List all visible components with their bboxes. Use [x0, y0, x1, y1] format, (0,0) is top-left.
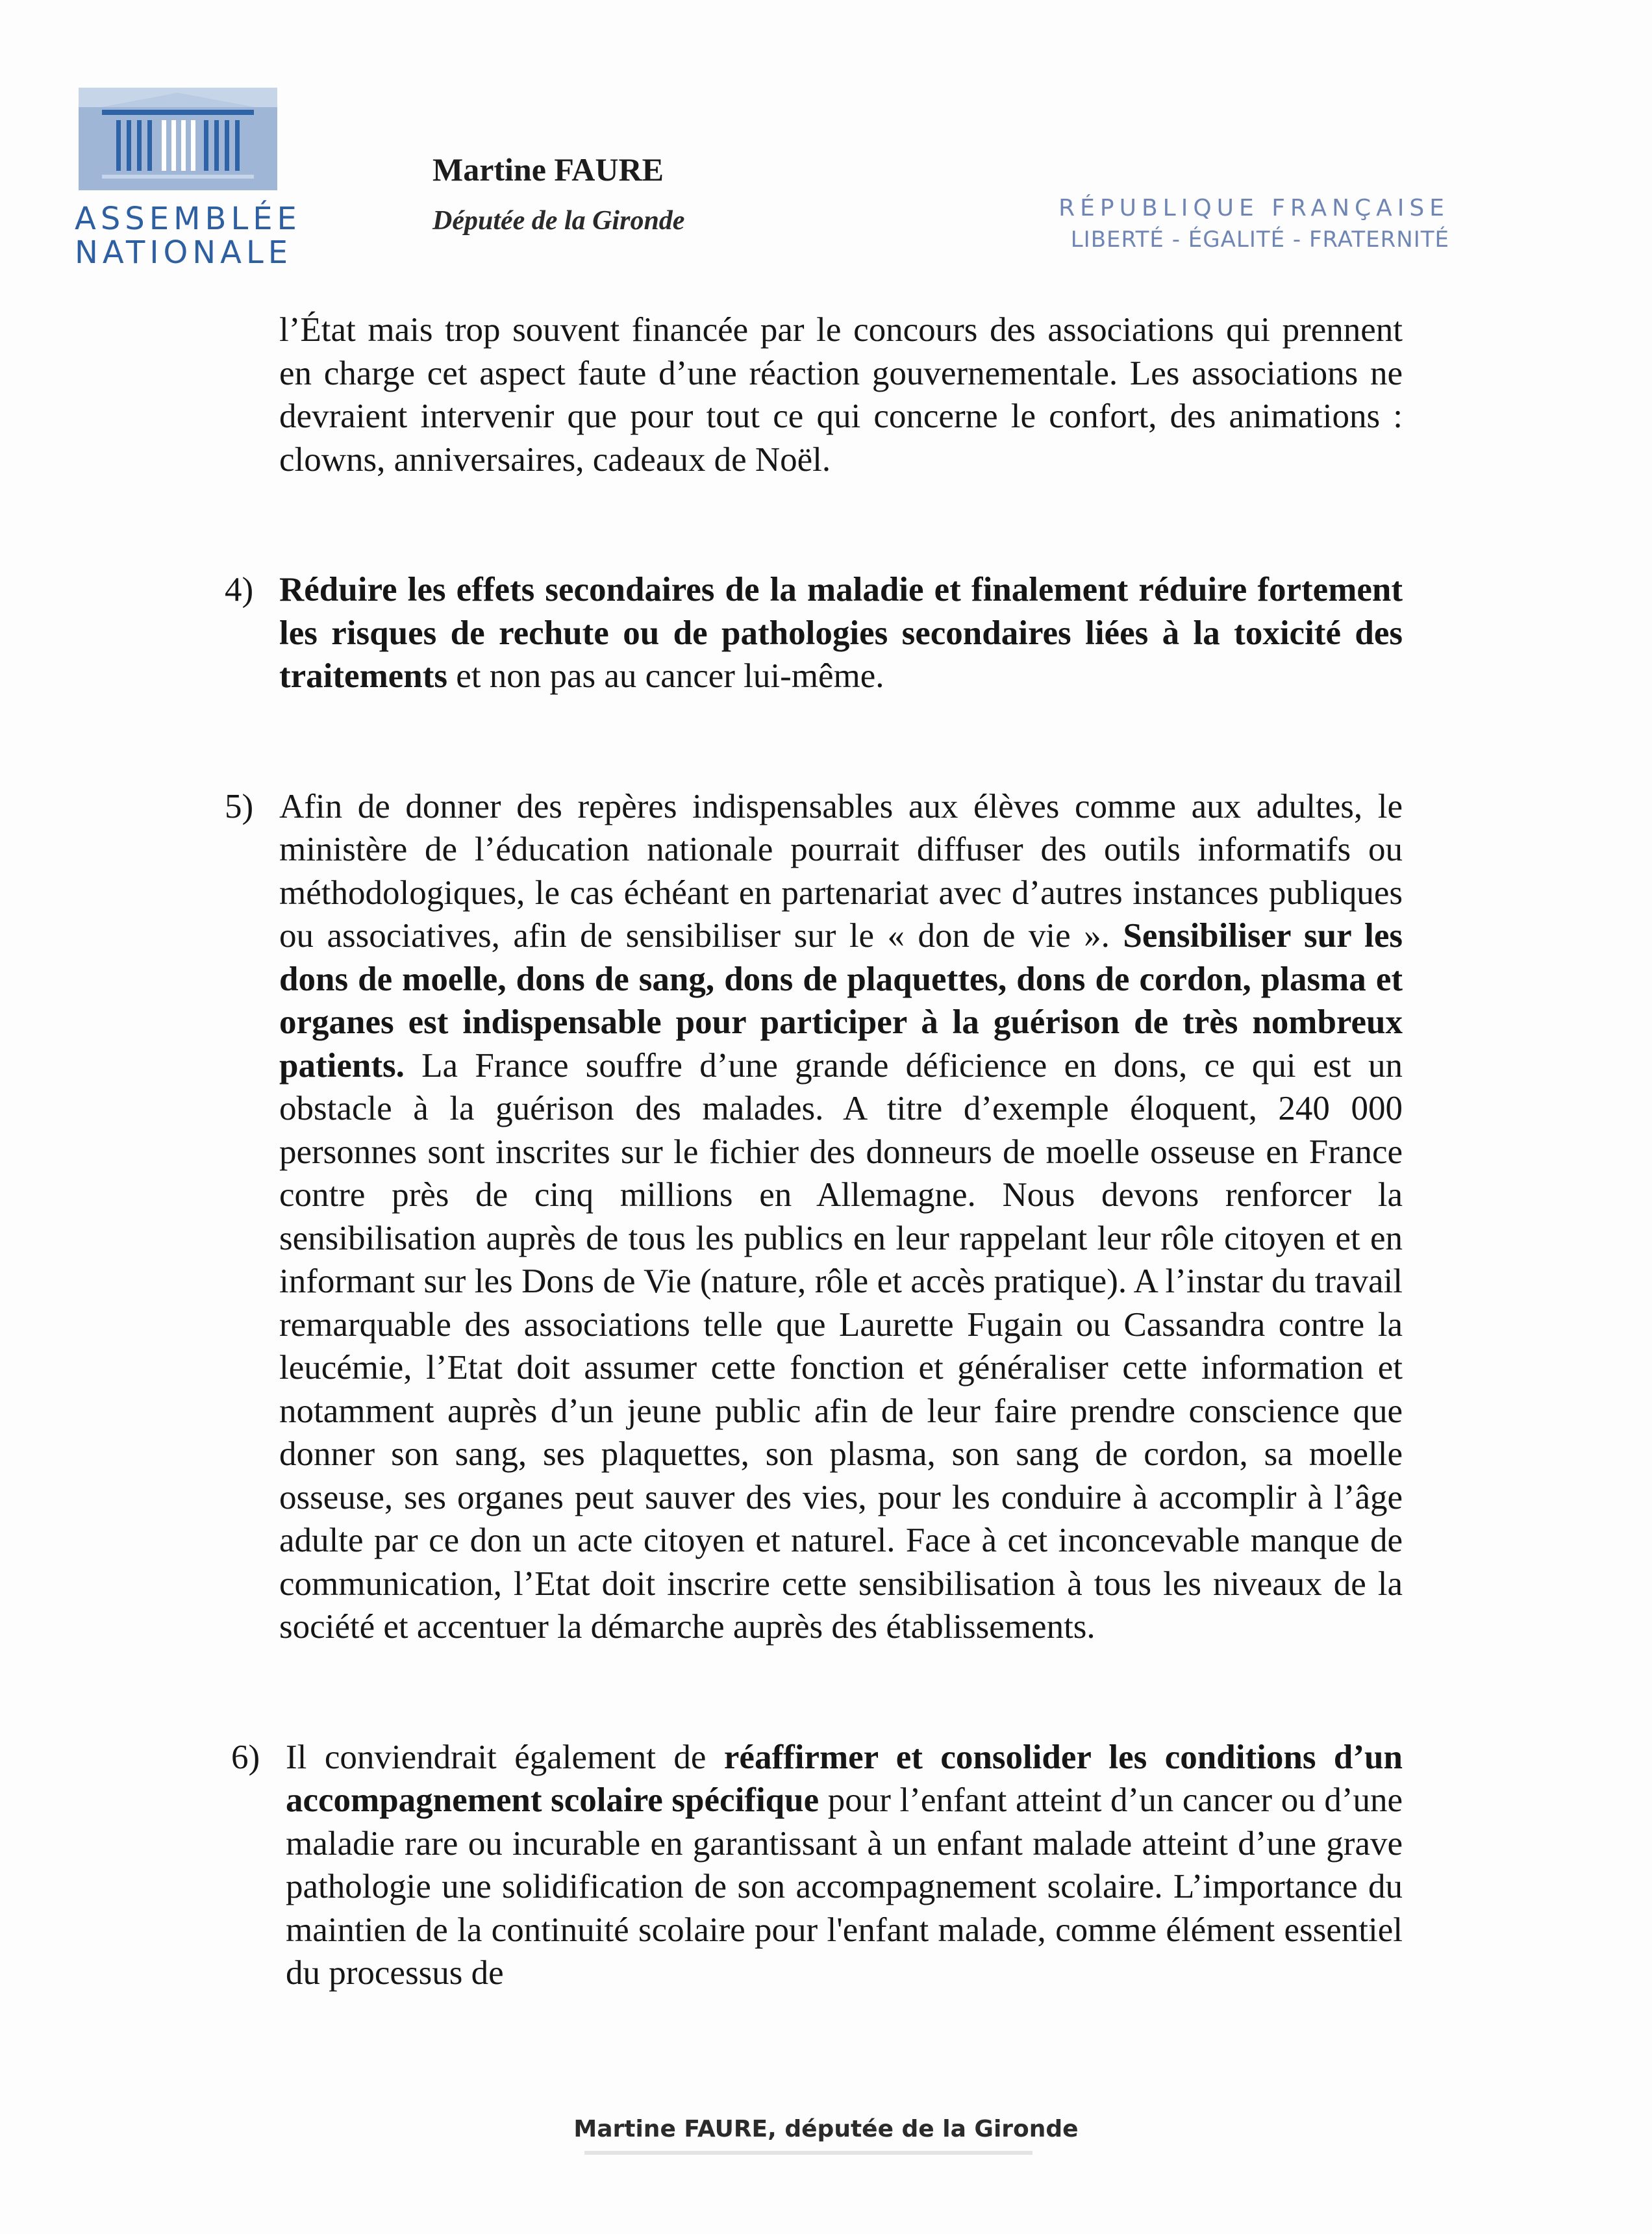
item-4-bold: Réduire les effets secondaires de la maladie et finalement réduire fortement les risques de rechute ou de pathologies secondaires liées à la toxicité des traitements	[279, 571, 1403, 695]
item-5-text1: Afin de donner des repères indispensables aux élèves comme aux adultes, le ministère de l’éducation nationale pourrait diffuser des outils informatifs ou méthodologiques, le cas échéant en partenariat avec d’autres instances publiques ou associatives, afin de sensibiliser sur le « don de vie ».	[279, 787, 1403, 955]
republic-line-2: LIBERTÉ - ÉGALITÉ - FRATERNITÉ	[1070, 227, 1449, 253]
item-number: 6)	[231, 1738, 260, 1776]
hemicycle-emblem	[79, 88, 277, 190]
letter-body	[225, 308, 1403, 1995]
list-item-6	[231, 1736, 1403, 1995]
item-5-bold: Sensibiliser sur les dons de moelle, dons de sang, dons de plaquettes, dons de cordon, plasma et organes est indispensable pour participer à la guérison de très nombreux patients.	[279, 917, 1403, 1085]
republic-line-1: RÉPUBLIQUE FRANÇAISE	[1058, 195, 1449, 221]
deputy-name: Martine FAURE	[432, 151, 664, 188]
item-number: 4)	[225, 571, 254, 609]
item-5-text	[279, 785, 1403, 1649]
list-item-5	[225, 785, 1403, 1649]
item-6-text2: pour l’enfant atteint d’un cancer ou d’une maladie rare ou incurable en garantissant à un enfant malade atteint d’une grave pathologie une solidification de son accompagnement scolaire. L’importance du maintien de la continuité scolaire pour l'enfant malade, comme élément essentiel du processus de	[286, 1781, 1403, 1992]
page-footer: Martine FAURE, députée de la Gironde	[573, 2116, 1079, 2142]
intro-paragraph: l’État mais trop souvent financée par le concours des associations qui prennent en charge cet aspect faute d’une réaction gouvernementale. Les associations ne devraient intervenir que pour tout ce qui concerne le confort, des animations : clowns, anniversaires, cadeaux de Noël.	[279, 311, 1403, 479]
deputy-role: Députée de la Gironde	[432, 206, 685, 236]
republic-motto	[1058, 195, 1449, 253]
logo-line-1: ASSEMBLÉE	[75, 201, 301, 237]
item-5-text2: La France souffre d’une grande déficience en dons, ce qui est un obstacle à la guérison des malades. A titre d’exemple éloquent, 240 000 personnes sont inscrites sur le fichier des donneurs de moelle osseuse en France contre près de cinq millions en Allemagne. Nous devons renforcer la sensibilisation auprès de tous les publics en leur rappelant leur rôle citoyen et en informant sur les Dons de Vie (nature, rôle et accès pratique). A l’instar du travail remarquable des associations telle que Laurette Fugain ou Cassandra contre la leucémie, l’Etat doit assumer cette fonction et généraliser cette information et notamment auprès d’un jeune public afin de leur faire prendre conscience que donner son sang, ses plaquettes, son plasma, son sang de cordon, sa moelle osseuse, ses organes peut sauver des vies, pour les conduire à accomplir à l’âge adulte par ce don un acte citoyen et naturel. Face à cet inconcevable manque de communication, l’Etat doit inscrire cette sensibilisation à tous les niveaux de la société et accentuer la démarche auprès des établissements.	[279, 1046, 1403, 1646]
item-4-text	[279, 568, 1403, 698]
footer-faint-line	[584, 2151, 1032, 2155]
logo-line-2: NATIONALE	[75, 234, 293, 271]
list-item-4	[225, 568, 1403, 698]
item-6-bold: réaffirmer et consolider les conditions d’un accompagnement scolaire spécifique	[286, 1738, 1403, 1819]
item-6-text1: Il conviendrait également de	[286, 1738, 724, 1776]
item-4-rest: et non pas au cancer lui-même.	[447, 657, 884, 695]
item-number: 5)	[225, 787, 254, 825]
assemblee-nationale-logo	[75, 88, 301, 271]
item-6-text	[286, 1736, 1403, 1995]
deputy-block	[432, 151, 684, 236]
